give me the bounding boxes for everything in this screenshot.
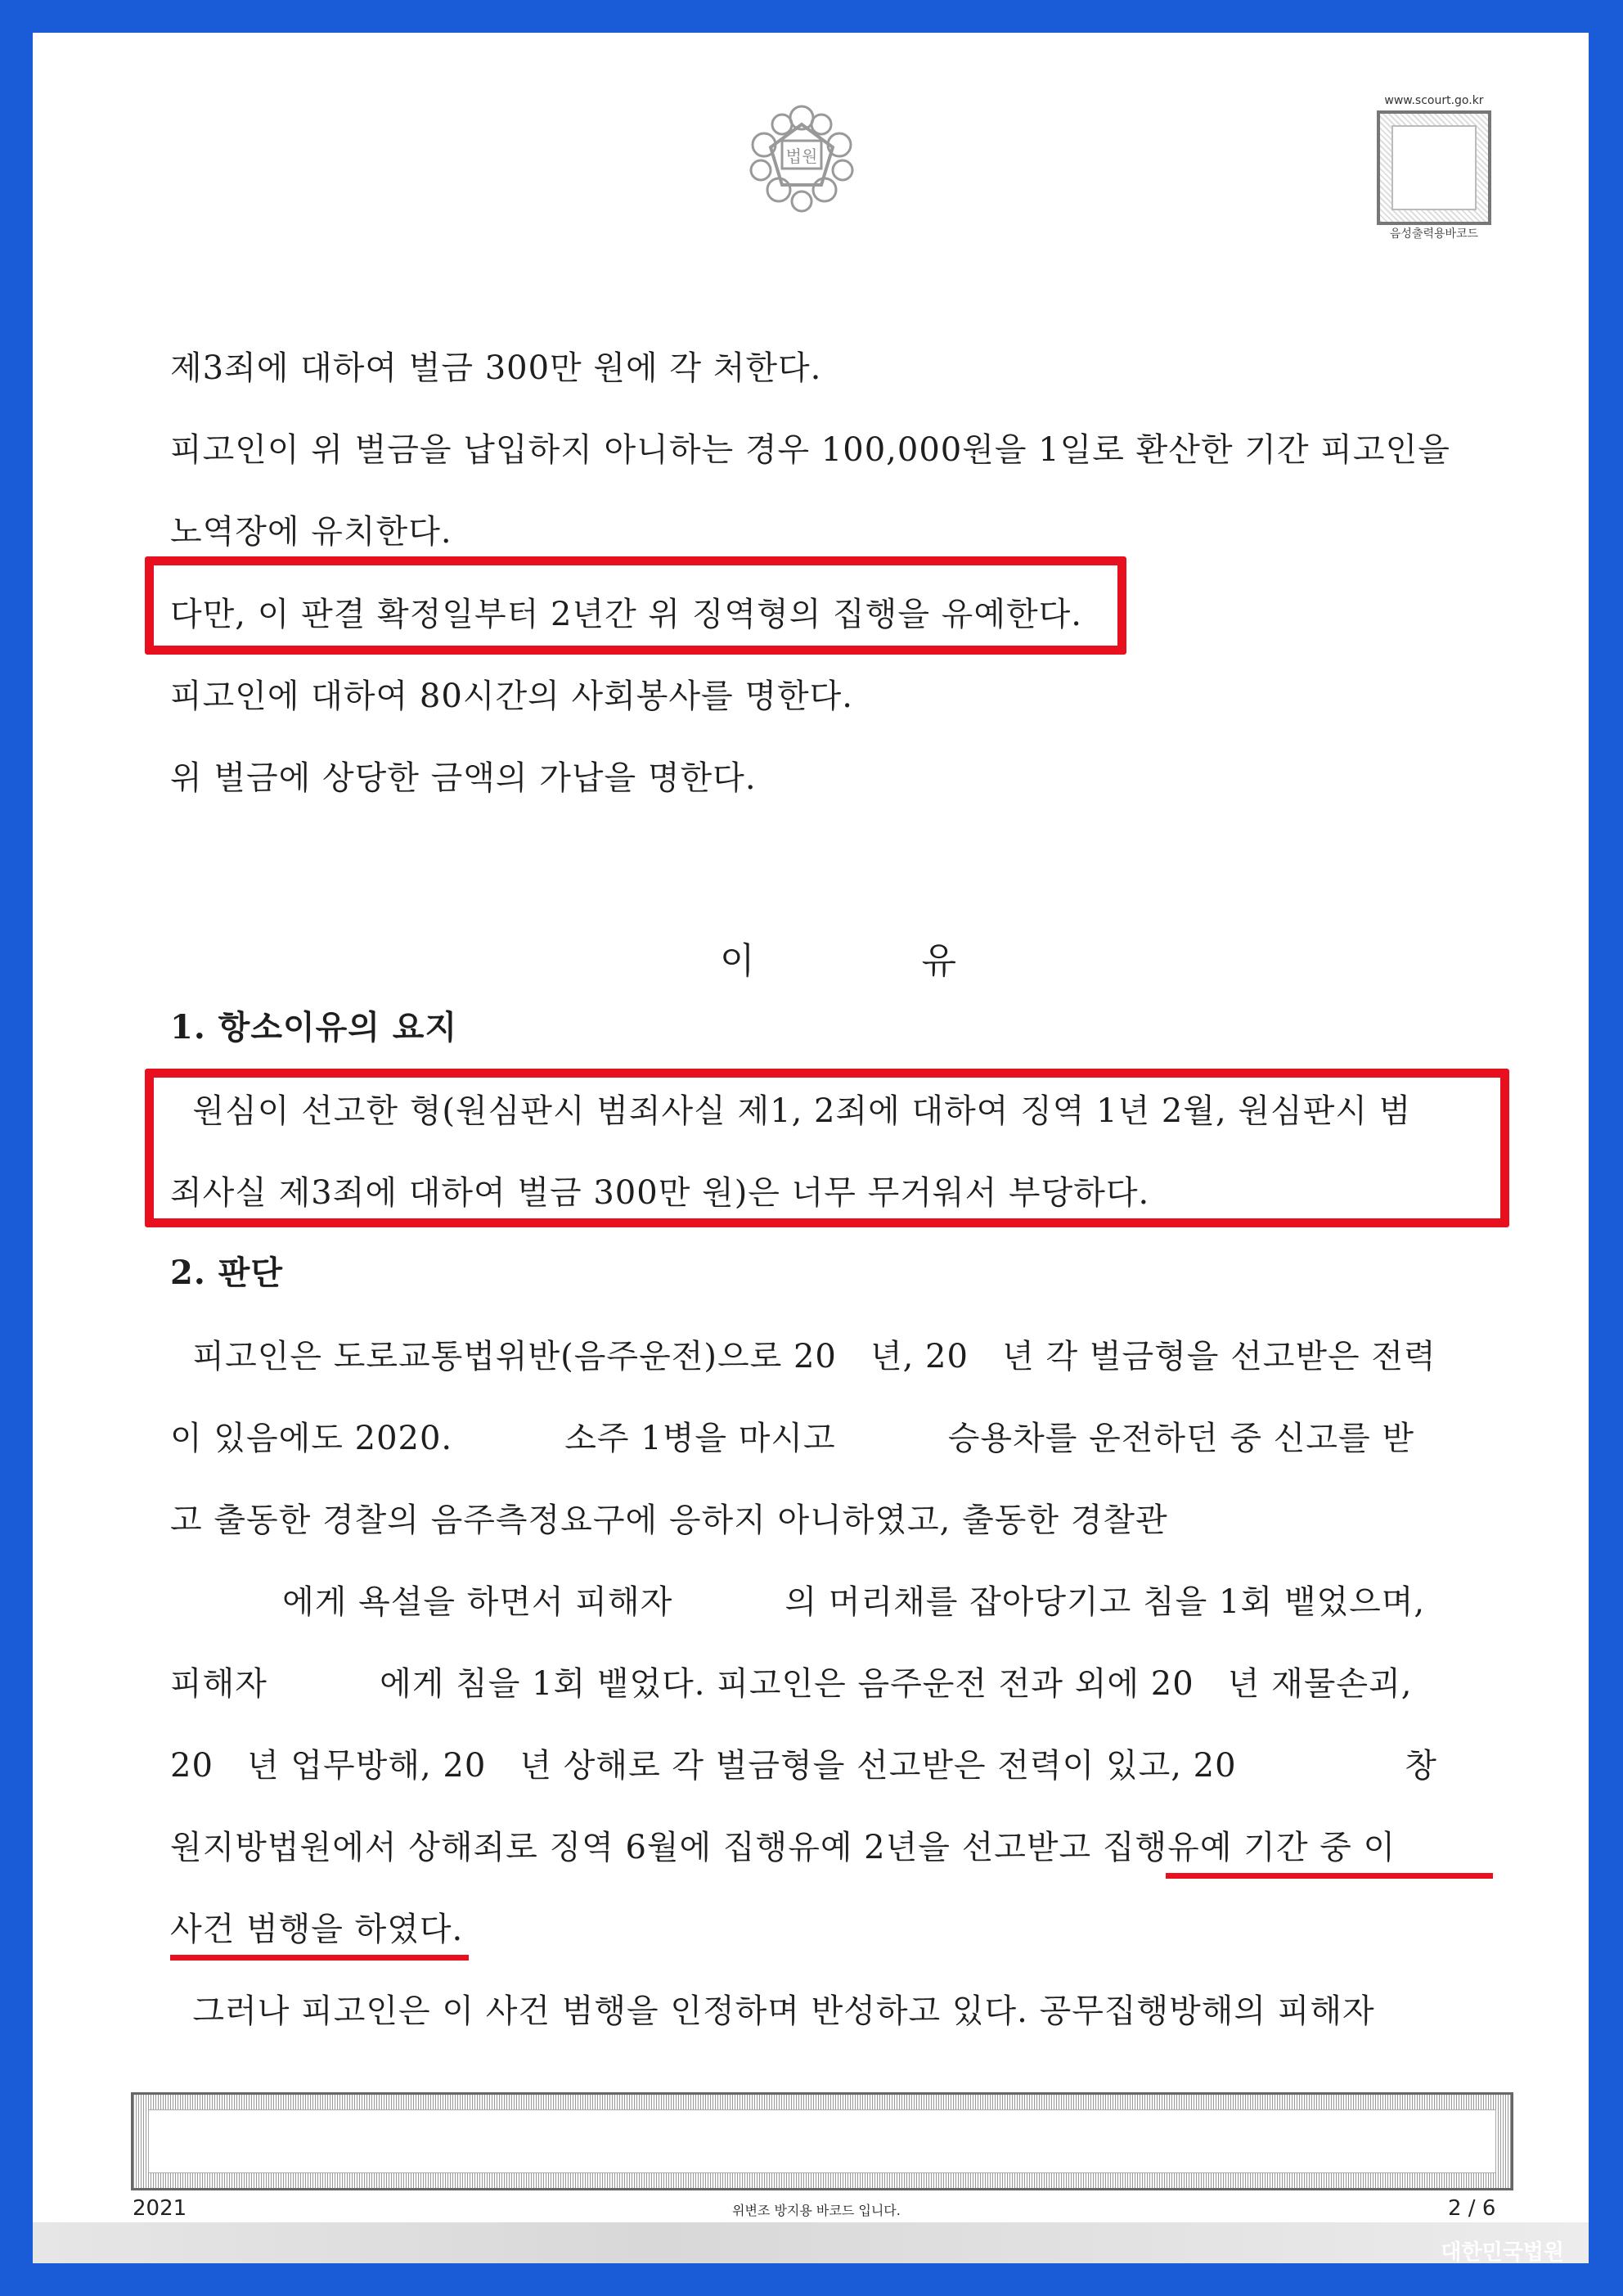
watermark: 대한민국법원 — [1441, 2240, 1564, 2263]
body-line: 제3죄에 대하여 벌금 300만 원에 각 처한다. — [170, 349, 822, 387]
body-line: 피고인에 대하여 80시간의 사회봉사를 명한다. — [170, 678, 853, 715]
court-seal — [744, 100, 859, 214]
body-line: 다만, 이 판결 확정일부터 2년간 위 징역형의 집행을 유예한다. — [170, 596, 1082, 633]
section2-line: 피해자 에게 침을 1회 뱉었다. 피고인은 음주운전 전과 외에 20 년 재물손괴, — [170, 1665, 1413, 1703]
section1-heading: 1. 항소이유의 요지 — [170, 1008, 458, 1047]
highlight-box-appeal-reason — [145, 1069, 1509, 1227]
case-year: 2021 — [133, 2196, 187, 2221]
barcode-note: 위변조 방지용 바코드 입니다. — [732, 2203, 901, 2218]
section2-line: 피고인은 도로교통법위반(음주운전)으로 20 년, 20 년 각 벌금형을 선고받은 전력 — [170, 1338, 1436, 1375]
section2-line: 원지방법원에서 상해죄로 징역 6월에 집행유예 2년을 선고받고 집행유예 기간 중 이 — [170, 1829, 1396, 1866]
section-title — [720, 931, 958, 984]
section2-heading: 2. 판단 — [170, 1254, 283, 1292]
qr-barcode — [1377, 94, 1491, 250]
body-line: 위 벌금에 상당한 금액의 가납을 명한다. — [170, 759, 757, 797]
section2-line: 그러나 피고인은 이 사건 범행을 인정하며 반성하고 있다. 공무집행방해의 피해자 — [170, 1992, 1375, 2030]
underline-probation-period — [1166, 1873, 1493, 1879]
underline-crime-committed — [170, 1955, 469, 1961]
section2-line: 20 년 업무방해, 20 년 상해로 각 벌금형을 선고받은 전력이 있고, 20 창 — [170, 1747, 1437, 1785]
qr-code-image — [1377, 110, 1491, 225]
section2-line: 고 출동한 경찰의 음주측정요구에 응하지 아니하였고, 출동한 경찰관 — [170, 1501, 1168, 1539]
body-line: 노역장에 유치한다. — [170, 513, 452, 551]
page-number: 2 / 6 — [1448, 2196, 1496, 2221]
section-title-right: 유 — [921, 940, 959, 982]
section-title-left: 이 — [720, 940, 757, 982]
highlight-box-suspended-sentence — [145, 556, 1126, 655]
section1-line: 원심이 선고한 형(원심판시 범죄사실 제1, 2죄에 대하여 징역 1년 2월, 원심판시 범 — [170, 1092, 1412, 1130]
section2-line: 이 있음에도 2020. 소주 1병을 마시고 승용차를 운전하던 중 신고를 받 — [170, 1420, 1414, 1457]
body-line: 피고인이 위 벌금을 납입하지 아니하는 경우 100,000원을 1일로 환산한 기간 피고인을 — [170, 431, 1450, 469]
barcode-caption: 음성출력용바코드 — [1389, 227, 1479, 241]
document-page — [33, 33, 1589, 2263]
footer-shade — [33, 2222, 1589, 2263]
seal-text: 법원 — [785, 146, 818, 166]
section2-line: 에게 욕설을 하면서 피해자 의 머리채를 잡아당기고 침을 1회 뱉었으며, — [170, 1583, 1426, 1621]
section1-line: 죄사실 제3죄에 대하여 벌금 300만 원)은 너무 무거워서 부당하다. — [170, 1174, 1150, 1212]
section2-line: 사건 범행을 하였다. — [170, 1911, 464, 1948]
anti-forgery-barcode — [131, 2092, 1513, 2190]
court-url: www.scourt.go.kr — [1384, 94, 1484, 107]
